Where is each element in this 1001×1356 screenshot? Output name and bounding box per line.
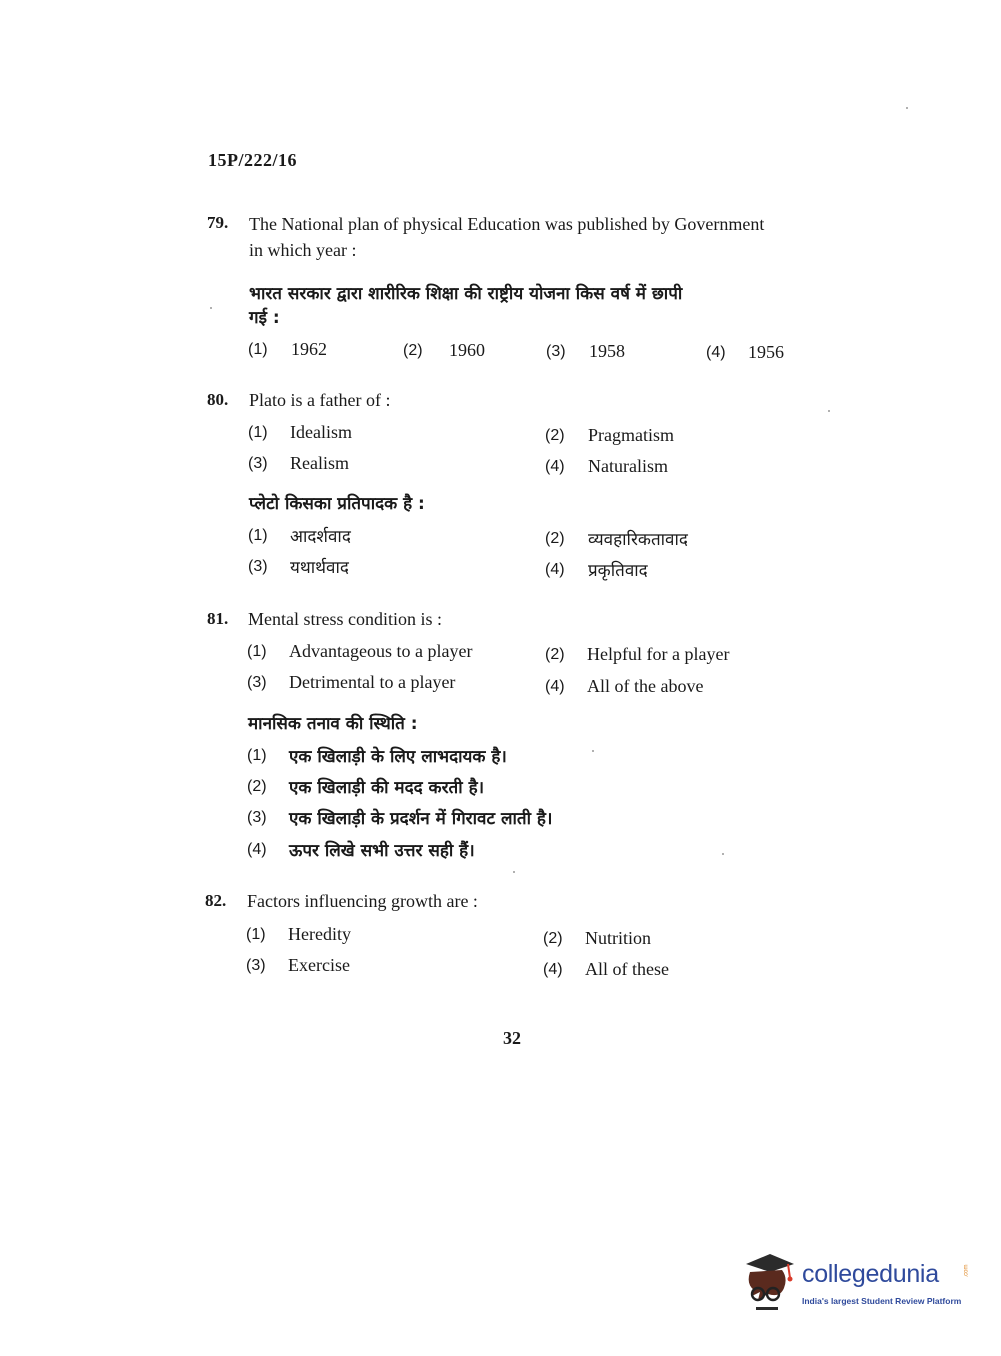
option-number: (3) [248,558,268,575]
option-text: 1958 [589,341,625,361]
scan-speck [722,853,724,855]
option-number: (1) [247,643,267,660]
option-text: All of these [585,959,669,979]
paper-code: 15P/222/16 [208,150,297,170]
scan-speck [210,307,212,309]
question-text-en: Plato is a father of : [249,390,391,410]
option-text: Exercise [288,955,350,975]
question-text-en-line2: in which year : [249,240,357,260]
option-text: 1962 [291,339,327,359]
brand-suffix: .com [963,1264,970,1278]
option-number: (3) [546,343,566,360]
option-number: (4) [545,561,565,578]
option-number: (4) [543,961,563,978]
page-number: 32 [503,1028,521,1048]
option-number: (1) [248,341,268,358]
option-number: (2) [545,427,565,444]
question-number: 81. [207,609,229,628]
option-number: (3) [246,957,266,974]
option-text: एक खिलाड़ी के लिए लाभदायक है। [289,747,507,767]
option-text: एक खिलाड़ी की मदद करती है। [289,778,485,798]
scan-speck [828,410,830,412]
option-number: (4) [545,458,565,475]
option-number: (2) [403,342,423,359]
question-text-hi-line1: भारत सरकार द्वारा शारीरिक शिक्षा की राष्ट्रीय योजना किस वर्ष में छापी [249,284,683,304]
brand-tagline: India's largest Student Review Platform [802,1296,962,1306]
option-text: व्यवहारिकतावाद [588,530,688,550]
option-number: (4) [247,841,267,858]
question-number: 79. [207,213,229,232]
option-text: Detrimental to a player [289,672,456,692]
question-text-en-line1: The National plan of physical Education was published by Government [249,214,765,234]
option-number: (1) [248,424,268,441]
option-number: (2) [545,530,565,547]
brand-name: collegedunia [802,1260,939,1288]
option-text: Realism [290,453,349,473]
scan-speck [592,750,594,752]
option-number: (2) [543,930,563,947]
option-text: Advantageous to a player [289,641,473,661]
collegedunia-logo [740,1250,972,1322]
option-number: (2) [545,646,565,663]
question-text-en: Factors influencing growth are : [247,891,478,911]
mascot-icon [740,1250,798,1312]
option-text: Pragmatism [588,425,674,445]
option-number: (3) [247,674,267,691]
question-text-hi: प्लेटो किसका प्रतिपादक है : [249,494,425,514]
scan-speck [906,107,908,109]
option-text: Helpful for a player [587,644,730,664]
question-text-en: Mental stress condition is : [248,609,442,629]
scan-speck [513,871,515,873]
option-text: ऊपर लिखे सभी उत्तर सही हैं। [289,841,475,861]
question-text-hi-line2: गई : [249,308,280,328]
question-number: 82. [205,891,227,910]
option-number: (1) [247,747,267,764]
option-number: (4) [706,344,726,361]
option-number: (1) [248,527,268,544]
option-number: (2) [247,778,267,795]
option-text: Heredity [288,924,351,944]
option-text: यथार्थवाद [290,558,349,578]
question-text-hi: मानसिक तनाव की स्थिति : [248,714,418,734]
option-number: (4) [545,678,565,695]
question-number: 80. [207,390,229,409]
option-number: (3) [247,809,267,826]
option-text: All of the above [587,676,704,696]
option-text: प्रकृतिवाद [588,561,648,581]
option-text: 1956 [748,342,784,362]
option-text: आदर्शवाद [290,527,351,547]
option-text: एक खिलाड़ी के प्रदर्शन में गिरावट लाती है। [289,809,553,829]
option-text: 1960 [449,340,485,360]
option-text: Idealism [290,422,352,442]
option-number: (1) [246,926,266,943]
option-text: Nutrition [585,928,651,948]
option-number: (3) [248,455,268,472]
option-text: Naturalism [588,456,668,476]
